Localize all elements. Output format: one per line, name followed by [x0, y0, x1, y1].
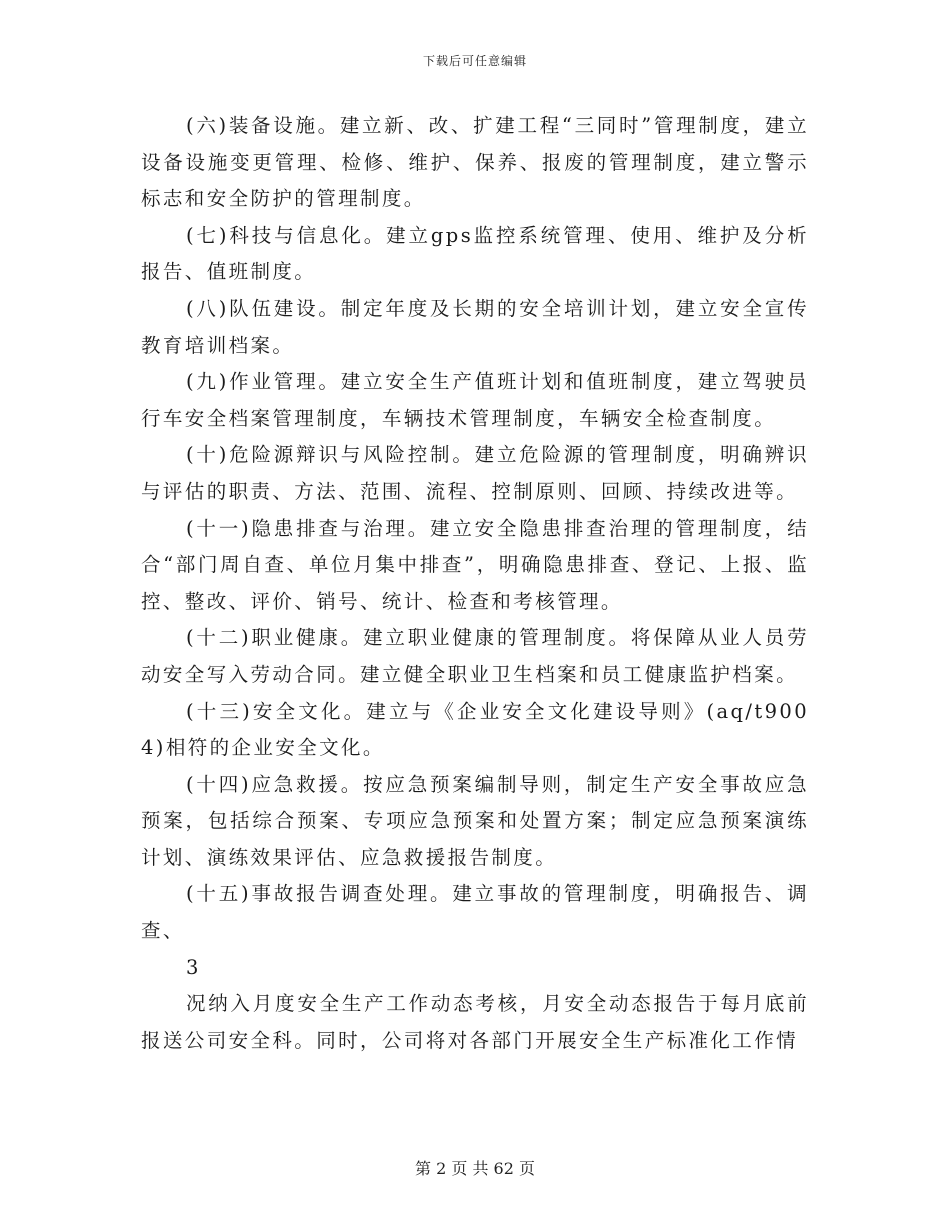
paragraph-occupational-health: (十二)职业健康。建立职业健康的管理制度。将保障从业人员劳动安全写入劳动合同。建立健全职业卫生档案和员工健康监护档案。 [141, 626, 809, 686]
paragraph-team-building: (八)队伍建设。制定年度及长期的安全培训计划，建立安全宣传教育培训档案。 [141, 296, 809, 357]
paragraph-hidden-danger: (十一)隐患排查与治理。建立安全隐患排查治理的管理制度，结合“部门周自查、单位月集中排查”，明确隐患排查、登记、上报、监控、整改、评价、销号、统计、检查和考核管理。 [141, 516, 809, 613]
page-footer: 第 2 页 共 62 页 [415, 1159, 535, 1178]
paragraph-operations: (九)作业管理。建立安全生产值班计划和值班制度，建立驾驶员行车安全档案管理制度，车辆技术管理制度，车辆安全检查制度。 [141, 370, 809, 430]
inline-page-number: 3 [186, 955, 199, 979]
paragraph-hazard-identification: (十)危险源辩识与风险控制。建立危险源的管理制度，明确辨识与评估的职责、方法、范围、流程、控制原则、回顾、持续改进等。 [141, 443, 809, 503]
paragraph-continuation: 况纳入月度安全生产工作动态考核，月安全动态报告于每月底前报送公司安全科。同时，公司将对各部门开展安全生产标准化工作情 [141, 992, 809, 1052]
paragraph-accident-report: (十五)事故报告调查处理。建立事故的管理制度，明确报告、调查、 [141, 882, 809, 943]
paragraph-equipment: (六)装备设施。建立新、改、扩建工程“三同时”管理制度，建立设备设施变更管理、检修、维护、保养、报废的管理制度，建立警示标志和安全防护的管理制度。 [141, 114, 809, 211]
page-header: 下载后可任意编辑 [422, 54, 527, 68]
paragraph-emergency-rescue: (十四)应急救援。按应急预案编制导则，制定生产安全事故应急预案，包括综合预案、专项应急预案和处置方案；制定应急预案演练计划、演练效果评估、应急救援报告制度。 [141, 772, 809, 869]
document-body [141, 108, 809, 1059]
paragraph-safety-culture: (十三)安全文化。建立与《企业安全文化建设导则》(aq/t9004)相符的企业安全文化。 [141, 699, 809, 760]
paragraph-technology: (七)科技与信息化。建立gps监控系统管理、使用、维护及分析报告、值班制度。 [141, 223, 809, 284]
